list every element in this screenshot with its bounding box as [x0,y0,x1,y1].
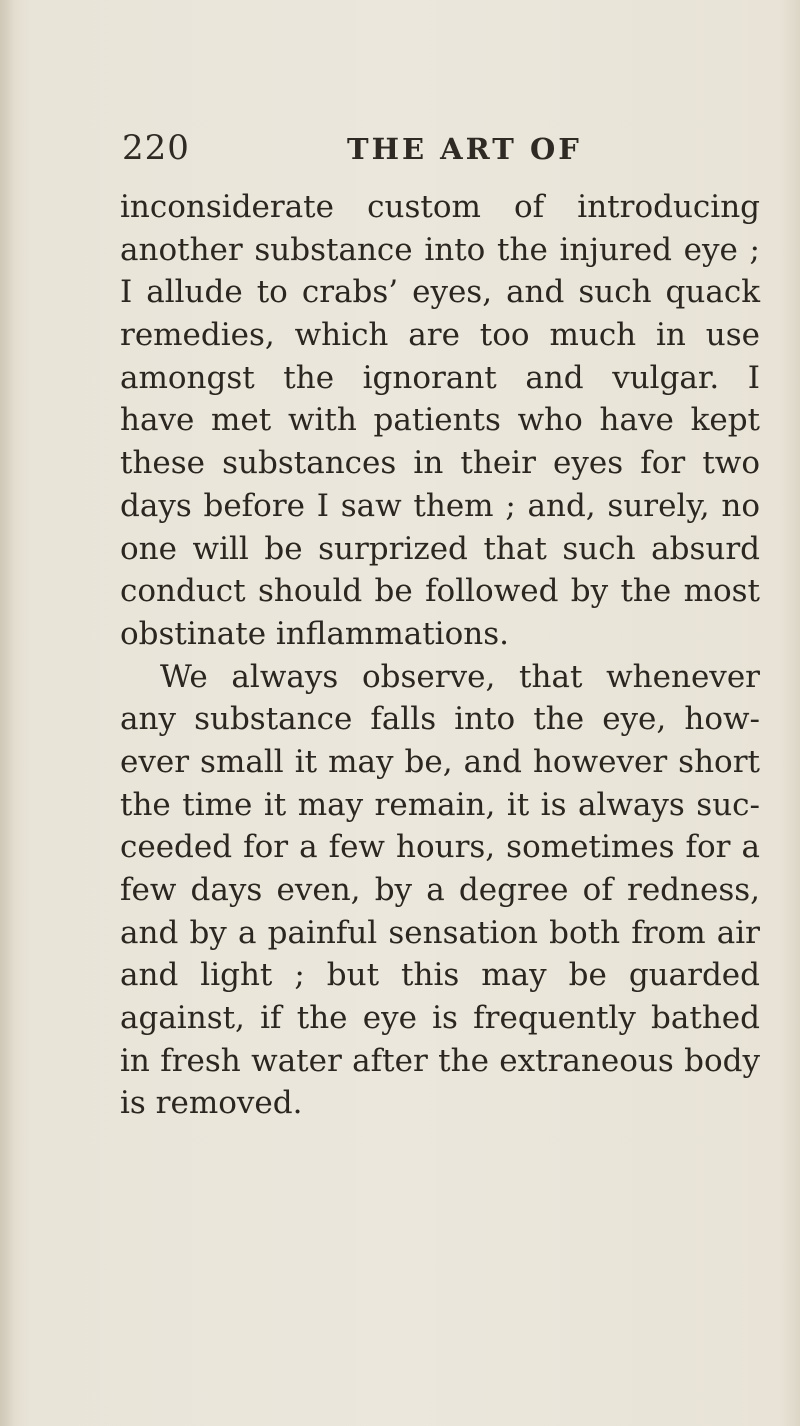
text-line: one will be surprized that such absurd [120,530,760,567]
text-line: the time it may remain, it is always suc- [120,786,760,823]
text-line: another substance into the injured eye ; [120,231,760,268]
page-number: 220 [122,128,190,168]
text-line: and by a painful sensation both from air [120,914,760,951]
body-text [120,186,760,1125]
text-line: ceeded for a few hours, sometimes for a [120,829,760,866]
text-line: conduct should be followed by the most [120,573,760,610]
text-line: against, if the eye is frequently bathed [120,1000,760,1037]
text-line: remedies, which are too much in use [120,317,760,354]
text-line: any substance falls into the eye, how- [120,701,760,738]
text-line: obstinate inflammations. [120,615,509,652]
text-line: We always observe, that whenever [160,658,760,695]
text-line: inconsiderate custom of introducing [120,189,760,225]
text-line: these substances in their eyes for two [120,445,760,482]
text-line: have met with patients who have kept [120,402,760,439]
text-line: in fresh water after the extraneous body [120,1042,760,1079]
text-line: ever small it may be, and however short [120,743,760,780]
text-line: and light ; but this may be guarded [120,957,760,994]
text-line: days before I saw them ; and, surely, no [120,487,760,524]
running-head: THE ART OF [347,132,582,166]
text-line: I allude to crabs’ eyes, and such quack [120,274,760,311]
text-line: amongst the ignorant and vulgar. I [120,359,760,396]
page-gutter-shadow [0,0,14,1426]
text-line: few days even, by a degree of redness, [120,872,760,908]
text-line: is removed. [120,1085,303,1122]
page-header [122,128,742,178]
